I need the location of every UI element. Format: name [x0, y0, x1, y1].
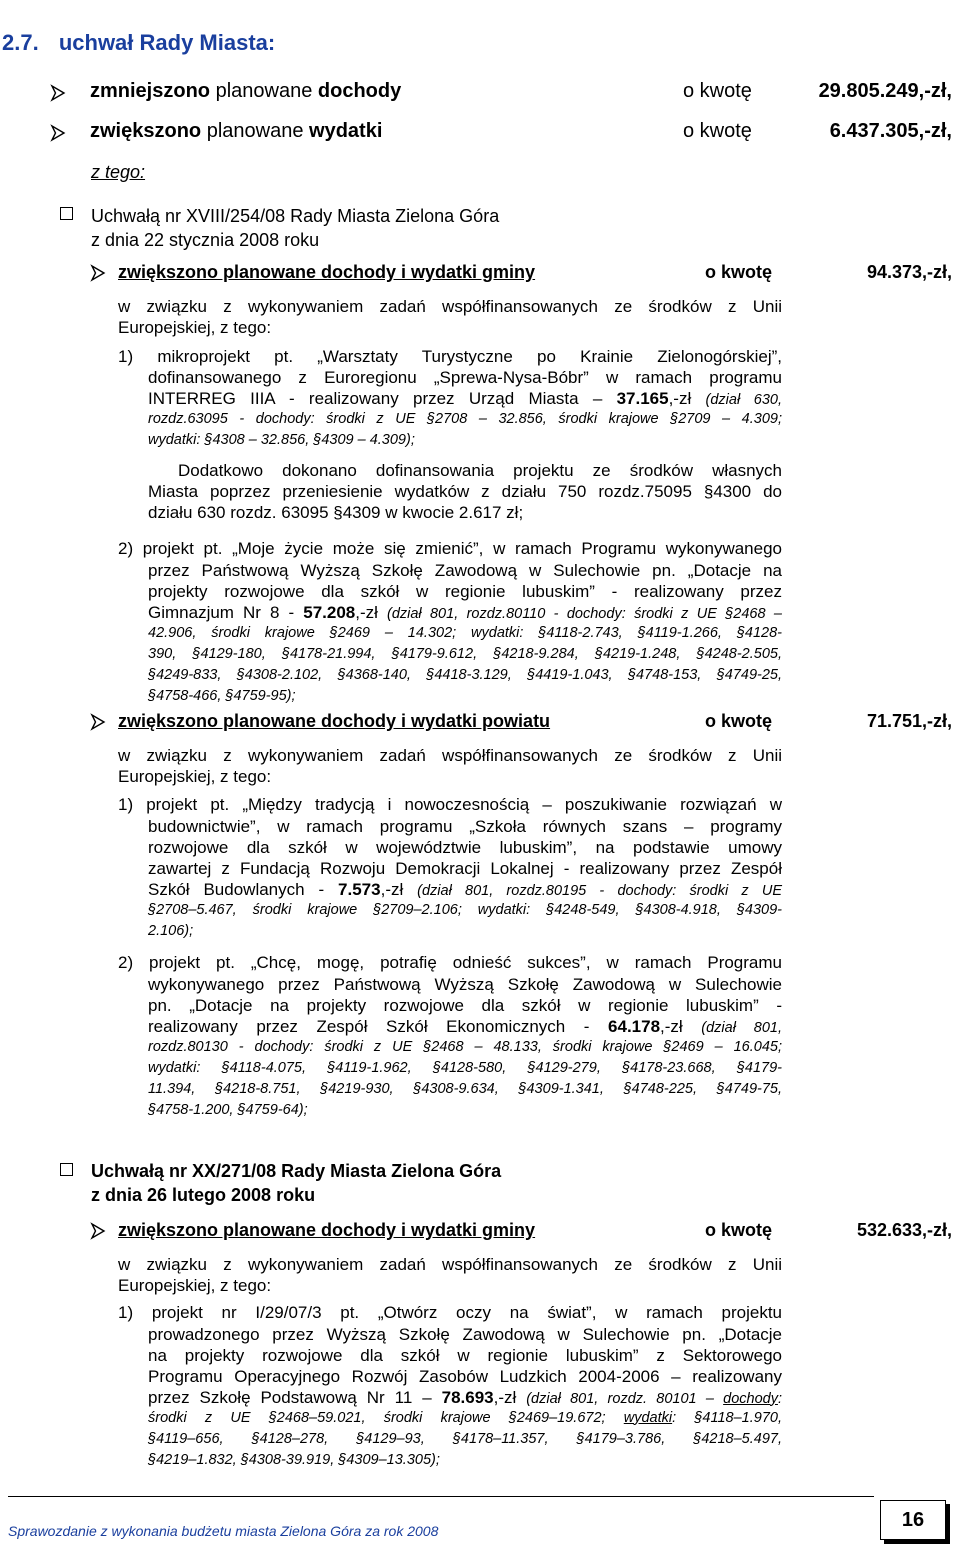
resolution-1-gmina-project-2: 2) projekt pt. „Moje życie może się zmienić”, w ramach Programu wykonywanego — [118, 539, 782, 558]
resolution-2-gmina-project-1: 1) projekt nr I/29/07/3 pt. „Otwórz oczy na świat”, w ramach projektu — [118, 1303, 782, 1322]
resolution-2-gmina-amount: 532.633,-zł, — [856, 1220, 952, 1240]
page-number: 16 — [880, 1500, 946, 1540]
arrow-bullet-icon — [90, 713, 106, 731]
arrow-bullet-icon — [90, 1222, 106, 1240]
resolution-2-gmina-project-1-body: prowadzonego przez Wyższą Szkołę Zawodową w Sulechowie pn. „Dotacje na projekty rozwojowe dla szkół w regionie lubuskim” z Sektorowego Programu Operacyjnego Rozwój Zasobów Ludzkich 2004-2006 – realizowany przez Szkołę Podstawową Nr 11 – 78.693,-zł (dział 801, rozdz. 80101 – dochody: środki z UE §2468–59.021, środki krajowe §2469–19.672; wydatki: §4118–1.970, §4119–656, §4128–278, §4129–93, §4178–11.357, §4179–3.786, §4218–5.497, §4219–1.832, §4308-39.919, §4309–13.305); — [148, 1324, 782, 1468]
resolution-1-title: Uchwałą nr XVIII/254/08 Rady Miasta Zielona Góra z dnia 22 stycznia 2008 roku — [91, 206, 500, 250]
resolution-1-powiat-project-1: 1) projekt pt. „Między tradycją i nowoczesnością – poszukiwanie rozwiązań w — [118, 795, 782, 814]
resolution-1-powiat-intro: w związku z wykonywaniem zadań współfinansowanych ze środków z Unii Europejskiej, z tego: — [118, 746, 782, 786]
resolution-1-gmina-amount: 94.373,-zł, — [866, 262, 952, 282]
resolution-1-gmina-label: zwiększono planowane dochody i wydatki gminy — [118, 262, 536, 282]
checkbox-bullet-icon — [60, 207, 73, 220]
resolution-1-powiat-by: o kwotę — [705, 711, 773, 731]
footer-rule — [8, 1496, 874, 1497]
resolution-2-gmina-by: o kwotę — [705, 1220, 773, 1240]
checkbox-bullet-icon — [60, 1163, 73, 1176]
resolution-1-gmina-intro: w związku z wykonywaniem zadań współfinansowanych ze środków z Unii Europejskiej, z tego: — [118, 297, 782, 337]
resolution-1-gmina-project-2-body: przez Państwową Wyższą Szkołę Zawodową w Sulechowie pn. „Dotacje na projekty rozwojowe dla szkół w regionie lubuskim” - realizowany przez Gimnazjum Nr 8 - 57.208,-zł (dział 801, rozdz.80110 - dochody: środki z UE §2468 – 42.906, środki krajowe §2469 – 14.302; wydatki: §4118-2.743, §4119-1.266, §4128- 390, §4129-180, §4178-21.994, §4179-9.612, §4218-9.284, §4219-1.248, §4248-2.505, §4249-833, §4308-2.102, §4368-140, §4418-3.129, §4419-1.043, §4748-153, §4749-25, §4758-466, §4759-95); — [148, 560, 782, 704]
section-number: 2.7. — [2, 30, 39, 55]
summary-amount: 6.437.305,-zł, — [829, 120, 952, 142]
resolution-1-gmina-by: o kwotę — [705, 262, 773, 282]
arrow-bullet-icon — [50, 124, 66, 142]
summary-row-income: zmniejszono planowane dochody — [90, 80, 402, 102]
resolution-2-gmina-intro: w związku z wykonywaniem zadań współfinansowanych ze środków z Unii Europejskiej, z tego: — [118, 1255, 782, 1295]
arrow-bullet-icon — [90, 264, 106, 282]
section-heading — [2, 30, 275, 56]
resolution-2-title: Uchwałą nr XX/271/08 Rady Miasta Zielona Góra z dnia 26 lutego 2008 roku — [91, 1161, 502, 1205]
resolution-2-gmina-label: zwiększono planowane dochody i wydatki gminy — [118, 1220, 536, 1240]
section-title: uchwał Rady Miasta: — [58, 30, 276, 55]
resolution-1-gmina-project-1: 1) mikroprojekt pt. „Warsztaty Turystyczne po Krainie Zielonogórskiej”, — [118, 347, 782, 366]
summary-row-expenses: zwiększono planowane wydatki — [90, 120, 383, 142]
z-tego-label: z tego: — [91, 162, 146, 182]
resolution-1-powiat-project-2: 2) projekt pt. „Chcę, mogę, potrafię odnieść sukces”, w ramach Programu — [118, 953, 782, 972]
summary-amount: 29.805.249,-zł, — [818, 80, 952, 102]
summary-by: o kwotę — [683, 80, 752, 102]
resolution-1-powiat-project-2-body: wykonywanego przez Państwową Wyższą Szkołę Zawodową w Sulechowie pn. „Dotacje na projekty rozwojowe dla szkół w regionie lubuskim” - realizowany przez Zespół Szkół Ekonomicznych - 64.178,-zł (dział 801, rozdz.80130 - dochody: środki z UE §2468 – 48.133, środki krajowe §2469 – 16.045; wydatki: §4118-4.075, §4119-1.962, §4128-580, §4129-279, §4178-23.668, §4179- 11.394, §4218-8.751, §4219-930, §4308-9.634, §4309-1.341, §4748-225, §4749-75, §4758-1.200, §4759-64); — [148, 974, 783, 1118]
resolution-1-powiat-label: zwiększono planowane dochody i wydatki powiatu — [118, 711, 551, 731]
resolution-1-gmina-project-1-body: dofinansowanego z Euroregionu „Sprewa-Nysa-Bóbr” w ramach programu INTERREG IIIA - realizowany przez Urząd Miasta – 37.165,-zł (dział 630, rozdz.63095 - dochody: środki z UE §2708 – 32.856, środki krajowe §2709 – 4.309; wydatki: §4308 – 32.856, §4309 – 4.309); — [148, 368, 782, 448]
arrow-bullet-icon — [50, 84, 66, 102]
summary-by: o kwotę — [683, 120, 752, 142]
resolution-1-gmina-extra-funding: Dodatkowo dokonano dofinansowania projektu ze środków własnych Miasta poprzez przeniesienie wydatków z działu 750 rozdz.75095 §4300 do działu 630 rozdz. 63095 §4309 w kwocie 2.617 zł; — [148, 461, 782, 522]
resolution-1-powiat-project-1-body: budownictwie”, w ramach programu „Szkoła równych szans – programy rozwojowe dla szkół w województwie lubuskim”, na podstawie umowy zawartej z Fundacją Rozwoju Demokracji Lokalnej - realizowany przez Zespół Szkół Budowlanych - 7.573,-zł (dział 801, rozdz.80195 - dochody: środki z UE §2708–5.467, środki krajowe §2709–2.106; wydatki: §4248-549, §4308-4.918, §4309- 2.106); — [148, 816, 782, 939]
footer-text: Sprawozdanie z wykonania budżetu miasta Zielona Góra za rok 2008 — [8, 1523, 439, 1539]
resolution-1-powiat-amount: 71.751,-zł, — [866, 711, 952, 731]
